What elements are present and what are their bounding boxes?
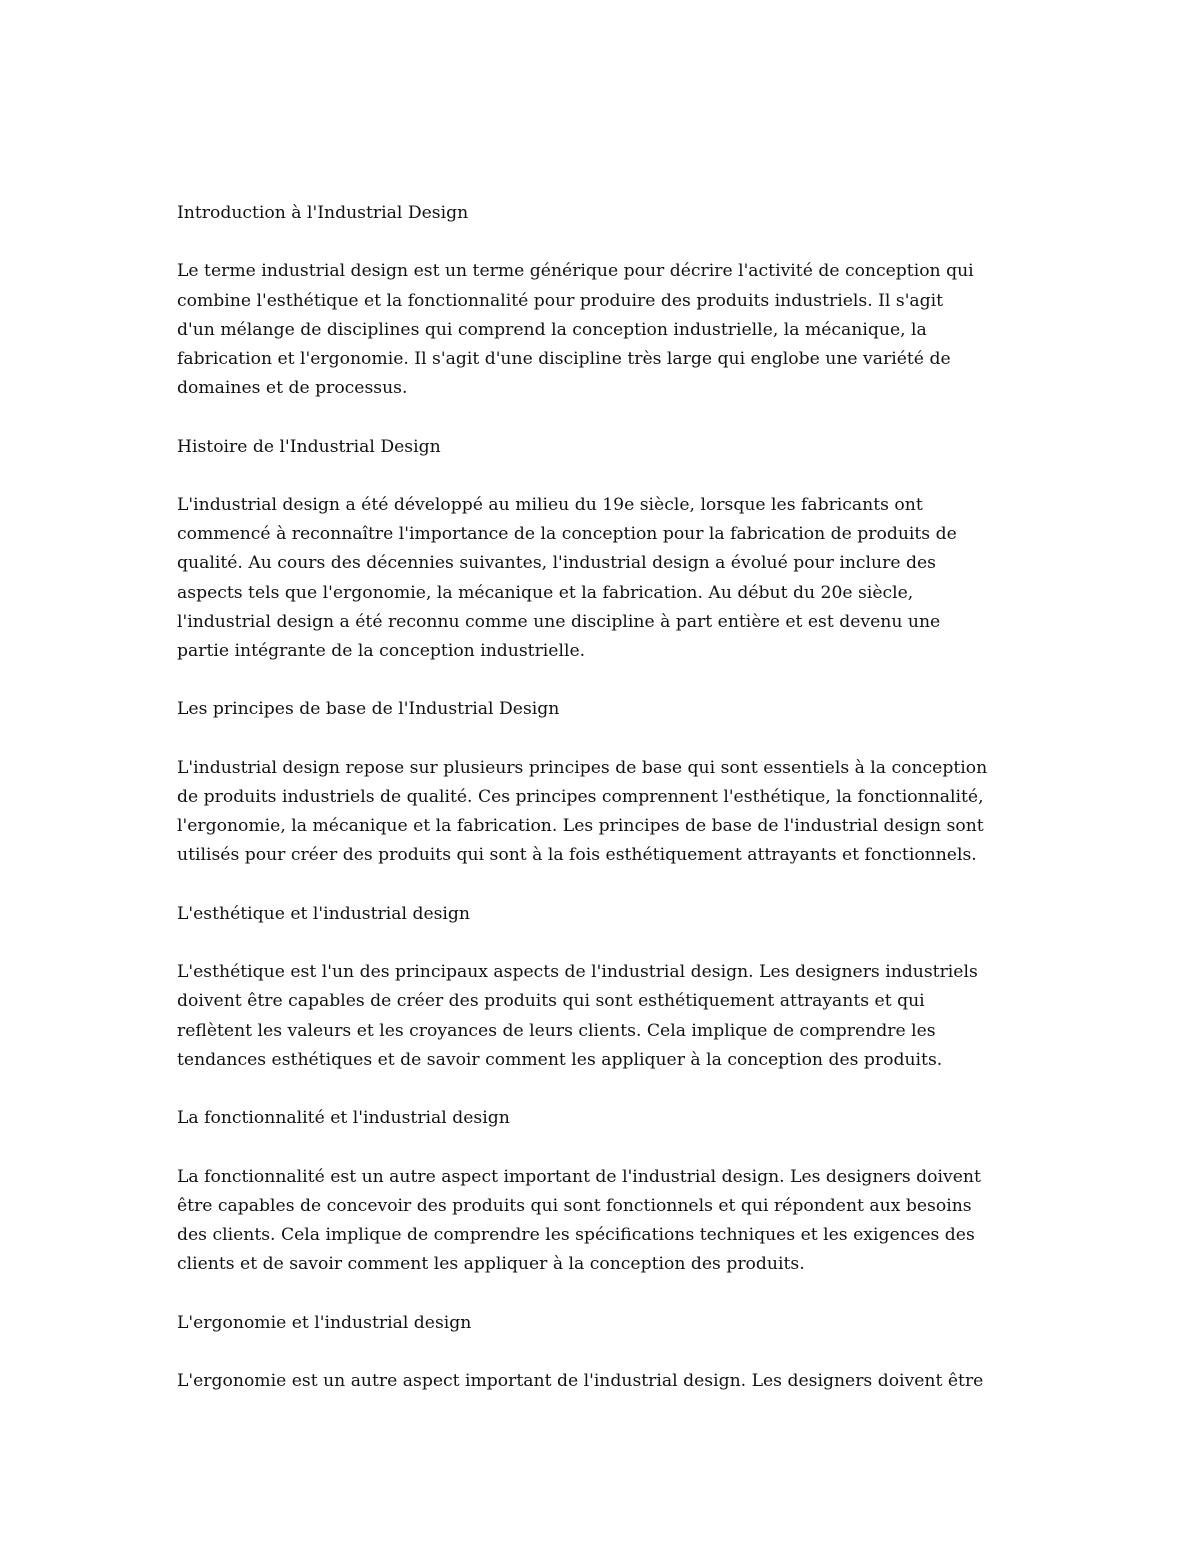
paragraph-principes: L'industrial design repose sur plusieurs principes de base qui sont essentiels à la conception de produits industriels de qualité. Ces principes comprennent l'esthétique, la fonctionnalité, l'ergonomie, la mécanique et la fabrication. Les principes de base de l'industrial design sont utilisés pour créer des produits qui sont à la fois esthétiquement attrayants et fonctionnels. [177,757,988,866]
paragraph-esthetique: L'esthétique est l'un des principaux aspects de l'industrial design. Les designers industriels doivent être capables de créer des produits qui sont esthétiquement attrayants et qui reflètent les valeurs et les croyances de leurs clients. Cela implique de comprendre les tendances esthétiques et de savoir comment les appliquer à la conception des produits. [177,962,978,1070]
paragraph-histoire: L'industrial design a été développé au milieu du 19e siècle, lorsque les fabricants ont commencé à reconnaître l'importance de la conception pour la fabrication de produits de qualité. Au cours des décennies suivantes, l'industrial design a évolué pour inclure des aspects tels que l'ergonomie, la mécanique et la fabrication. Au début du 20e siècle, l'industrial design a été reconnu comme une discipline à part entière et est devenu une partie intégrante de la conception industrielle. [177,494,957,661]
section-heading-esthetique: L'esthétique et l'industrial design [177,903,471,924]
section-heading-principes: Les principes de base de l'Industrial Design [177,699,560,720]
section-heading-introduction: Introduction à l'Industrial Design [177,203,469,223]
section-heading-histoire: Histoire de l'Industrial Design [177,436,441,457]
section-heading-fonctionnalite: La fonctionnalité et l'industrial design [177,1108,510,1129]
paragraph-fonctionnalite: La fonctionnalité est un autre aspect important de l'industrial design. Les designers doivent être capables de concevoir des produits qui sont fonctionnels et qui répondent aux besoins des clients. Cela implique de comprendre les spécifications techniques et les exigences des clients et de savoir comment les appliquer à la conception des produits. [177,1166,981,1275]
document-body [177,199,1027,1425]
paragraph-ergonomie: L'ergonomie est un autre aspect important de l'industrial design. Les designers doivent être [177,1370,984,1391]
section-heading-ergonomie: L'ergonomie et l'industrial design [177,1312,472,1333]
paragraph-introduction: Le terme industrial design est un terme générique pour décrire l'activité de conception qui combine l'esthétique et la fonctionnalité pour produire des produits industriels. Il s'agit d'un mélange de disciplines qui comprend la conception industrielle, la mécanique, la fabrication et l'ergonomie. Il s'agit d'une discipline très large qui englobe une variété de domaines et de processus. [177,261,974,399]
